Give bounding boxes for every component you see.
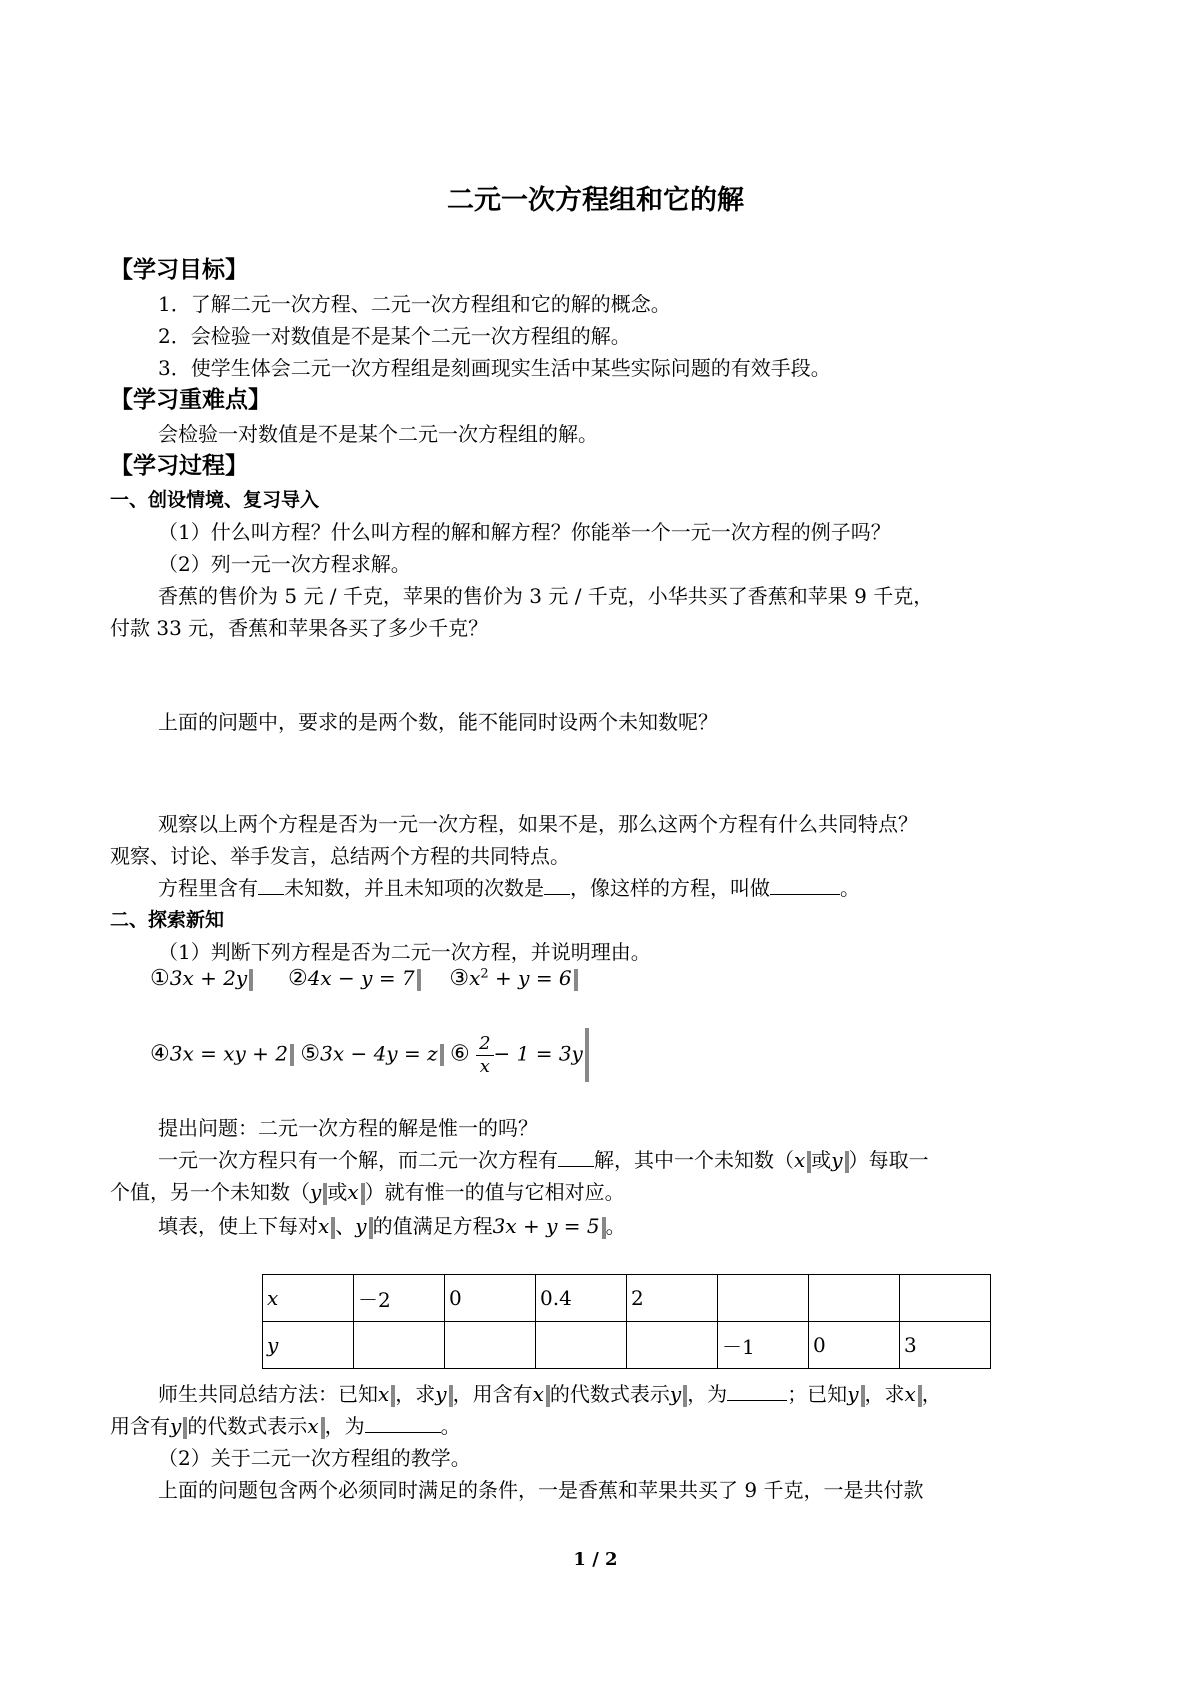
table-cell[interactable] [809, 1275, 900, 1322]
formula-marker [417, 969, 421, 991]
var-x: x [378, 1382, 390, 1406]
table-cell: 0.4 [536, 1275, 627, 1322]
problem-line-1: 香蕉的售价为 5 元 / 千克，苹果的售价为 3 元 / 千克，小华共买了香蕉和苹果 9 千克， [158, 584, 934, 608]
table-cell[interactable] [445, 1322, 536, 1369]
table-text-b: 的值满足方程 [372, 1214, 493, 1238]
table-cell[interactable] [536, 1322, 627, 1369]
heading-process: 【学习过程】 [110, 453, 248, 479]
table-text-sep: 、 [335, 1214, 356, 1238]
var-y: y [847, 1382, 859, 1406]
equation-number: ① [150, 966, 170, 991]
uniq-text-d1: 个值，另一个未知数（ [110, 1180, 310, 1204]
sum-text-e: ，为 [687, 1382, 728, 1406]
observe-line-2: 观察、讨论、举手发言，总结两个方程的共同特点。 [110, 844, 570, 868]
table-cell[interactable] [718, 1275, 809, 1322]
table-cell: 3 [900, 1322, 991, 1369]
var-x: x [307, 1414, 319, 1438]
table-text-a: 填表，使上下每对 [158, 1214, 318, 1238]
target-equation: 3x + y = 5 [492, 1214, 600, 1238]
blank-field[interactable] [770, 876, 840, 895]
closing-line: 上面的问题包含两个必须同时满足的条件，一是香蕉和苹果共买了 9 千克，一是共付款 [158, 1478, 924, 1502]
heading-key-points: 【学习重难点】 [110, 387, 271, 413]
var-x: x [347, 1180, 359, 1204]
uniqueness-line-2 [110, 1176, 1085, 1208]
blank-field[interactable] [258, 876, 284, 895]
ask-question: 提出问题：二元一次方程的解是惟一的吗？ [158, 1116, 538, 1140]
sum2-text-a: 用含有 [110, 1414, 170, 1438]
judge-question: （1）判断下列方程是否为二元一次方程，并说明理由。 [158, 940, 651, 964]
sum-text-c: ，用含有 [452, 1382, 533, 1406]
equation-number: ③ [449, 966, 470, 991]
uniq-text-a: 一元一次方程只有一个解，而二元一次方程有 [158, 1148, 558, 1172]
equation-3-rest: + y = 6 [488, 966, 572, 990]
blank-field[interactable] [558, 1148, 594, 1167]
sum-text-d: 的代数式表示 [549, 1382, 670, 1406]
equation-row-2 [150, 1028, 589, 1082]
blank-field[interactable] [365, 1414, 441, 1433]
equation-6-fraction [476, 1033, 493, 1078]
equation-2: 4x − y = 7 [307, 966, 415, 990]
heading-part-2: 二、探索新知 [110, 909, 225, 931]
var-x: x [318, 1214, 330, 1238]
uniqueness-line-1 [110, 1144, 1133, 1176]
page-number: 1 / 2 [573, 1549, 618, 1570]
sum-text-f: ；已知 [787, 1382, 848, 1406]
goal-1: 1．了解二元一次方程、二元一次方程组和它的解的概念。 [158, 292, 671, 316]
table-cell[interactable] [354, 1322, 445, 1369]
value-table [262, 1274, 991, 1369]
problem-line-2: 付款 33 元，香蕉和苹果各买了多少千克？ [110, 616, 489, 640]
fill-text-b: 未知数，并且未知项的次数是 [284, 876, 544, 900]
table-cell: －1 [718, 1322, 809, 1369]
table-cell[interactable] [627, 1322, 718, 1369]
table-cell: x [263, 1275, 354, 1322]
fraction-numerator: 2 [476, 1033, 493, 1056]
var-y: y [170, 1414, 182, 1438]
question-3: 上面的问题中，要求的是两个数，能不能同时设两个未知数呢？ [158, 710, 718, 734]
var-x: x [794, 1148, 806, 1172]
equation-3 [469, 966, 572, 990]
table-instruction [110, 1210, 1133, 1242]
heading-goals: 【学习目标】 [110, 257, 248, 283]
equation-1: 3x + 2y [169, 966, 248, 990]
var-y: y [435, 1382, 447, 1406]
table-cell[interactable] [900, 1275, 991, 1322]
var-x: x [532, 1382, 544, 1406]
var-y: y [310, 1180, 322, 1204]
uniq-text-or: 或 [811, 1148, 832, 1172]
sum-text-h: ， [921, 1382, 942, 1406]
sum2-text-c: ，为 [324, 1414, 365, 1438]
blank-field[interactable] [544, 876, 570, 895]
fraction-denominator: x [479, 1055, 490, 1077]
formula-marker [249, 969, 253, 991]
observe-line-1: 观察以上两个方程是否为一元一次方程，如果不是，那么这两个方程有什么共同特点？ [158, 812, 918, 836]
fill-text-d: 。 [840, 876, 860, 900]
sum-text-b: ，求 [395, 1382, 436, 1406]
goal-3: 3．使学生体会二元一次方程组是刻画现实生活中某些实际问题的有效手段。 [158, 356, 831, 380]
uniq-text-d2: 或 [327, 1180, 348, 1204]
fill-text-c: ，像这样的方程，叫做 [570, 876, 770, 900]
fill-text-a: 方程里含有 [158, 876, 258, 900]
equation-row-1 [150, 966, 578, 991]
equation-number: ② [287, 966, 308, 991]
equation-3-base: x [469, 966, 481, 990]
equation-number: ④ [150, 1041, 170, 1067]
var-y: y [355, 1214, 367, 1238]
sum-text-g: ，求 [864, 1382, 905, 1406]
var-y: y [669, 1382, 682, 1406]
heading-part-1: 一、创设情境、复习导入 [110, 489, 320, 511]
table-row [263, 1275, 991, 1322]
uniq-text-c: ）每取一 [848, 1148, 929, 1172]
equation-4: 3x = xy + 2 [169, 1041, 288, 1066]
sum2-text-d: 。 [440, 1414, 461, 1438]
summary-line-1 [110, 1378, 1133, 1410]
equation-3-exponent: 2 [480, 966, 489, 982]
uniq-text-d3: ）就有惟一的值与它相对应。 [364, 1180, 625, 1204]
var-x: x [904, 1382, 916, 1406]
equation-6-rest: − 1 = 3y [493, 1041, 583, 1066]
formula-marker [574, 969, 578, 991]
uniq-text-b: 解，其中一个未知数（ [594, 1148, 794, 1172]
page-title: 二元一次方程组和它的解 [447, 185, 744, 216]
sum-text-a: 师生共同总结方法：已知 [158, 1382, 378, 1406]
var-y: y [831, 1148, 843, 1172]
table-row [263, 1322, 991, 1369]
table-cell: －2 [354, 1275, 445, 1322]
fill-in-definition [110, 872, 1133, 904]
sum2-text-b: 的代数式表示 [187, 1414, 308, 1438]
summary-line-2 [110, 1410, 1085, 1442]
blank-field[interactable] [727, 1382, 787, 1401]
table-cell: 2 [627, 1275, 718, 1322]
key-point-text: 会检验一对数值是不是某个二元一次方程组的解。 [158, 422, 598, 446]
equation-number: ⑤ [300, 1041, 321, 1067]
table-text-c: 。 [605, 1214, 626, 1238]
question-system: （2）关于二元一次方程组的教学。 [158, 1446, 471, 1470]
table-cell: 0 [809, 1322, 900, 1369]
table-cell: 0 [445, 1275, 536, 1322]
equation-5: 3x − 4y = z [320, 1041, 438, 1066]
equation-number: ⑥ [449, 1041, 470, 1067]
question-2: （2）列一元一次方程求解。 [158, 552, 411, 576]
formula-marker [290, 1044, 294, 1066]
formula-marker [585, 1028, 589, 1082]
goal-2: 2．会检验一对数值是不是某个二元一次方程组的解。 [158, 324, 631, 348]
question-1: （1）什么叫方程？什么叫方程的解和解方程？你能举一个一元一次方程的例子吗？ [158, 520, 891, 544]
table-cell: y [263, 1322, 354, 1369]
formula-marker [440, 1044, 444, 1066]
